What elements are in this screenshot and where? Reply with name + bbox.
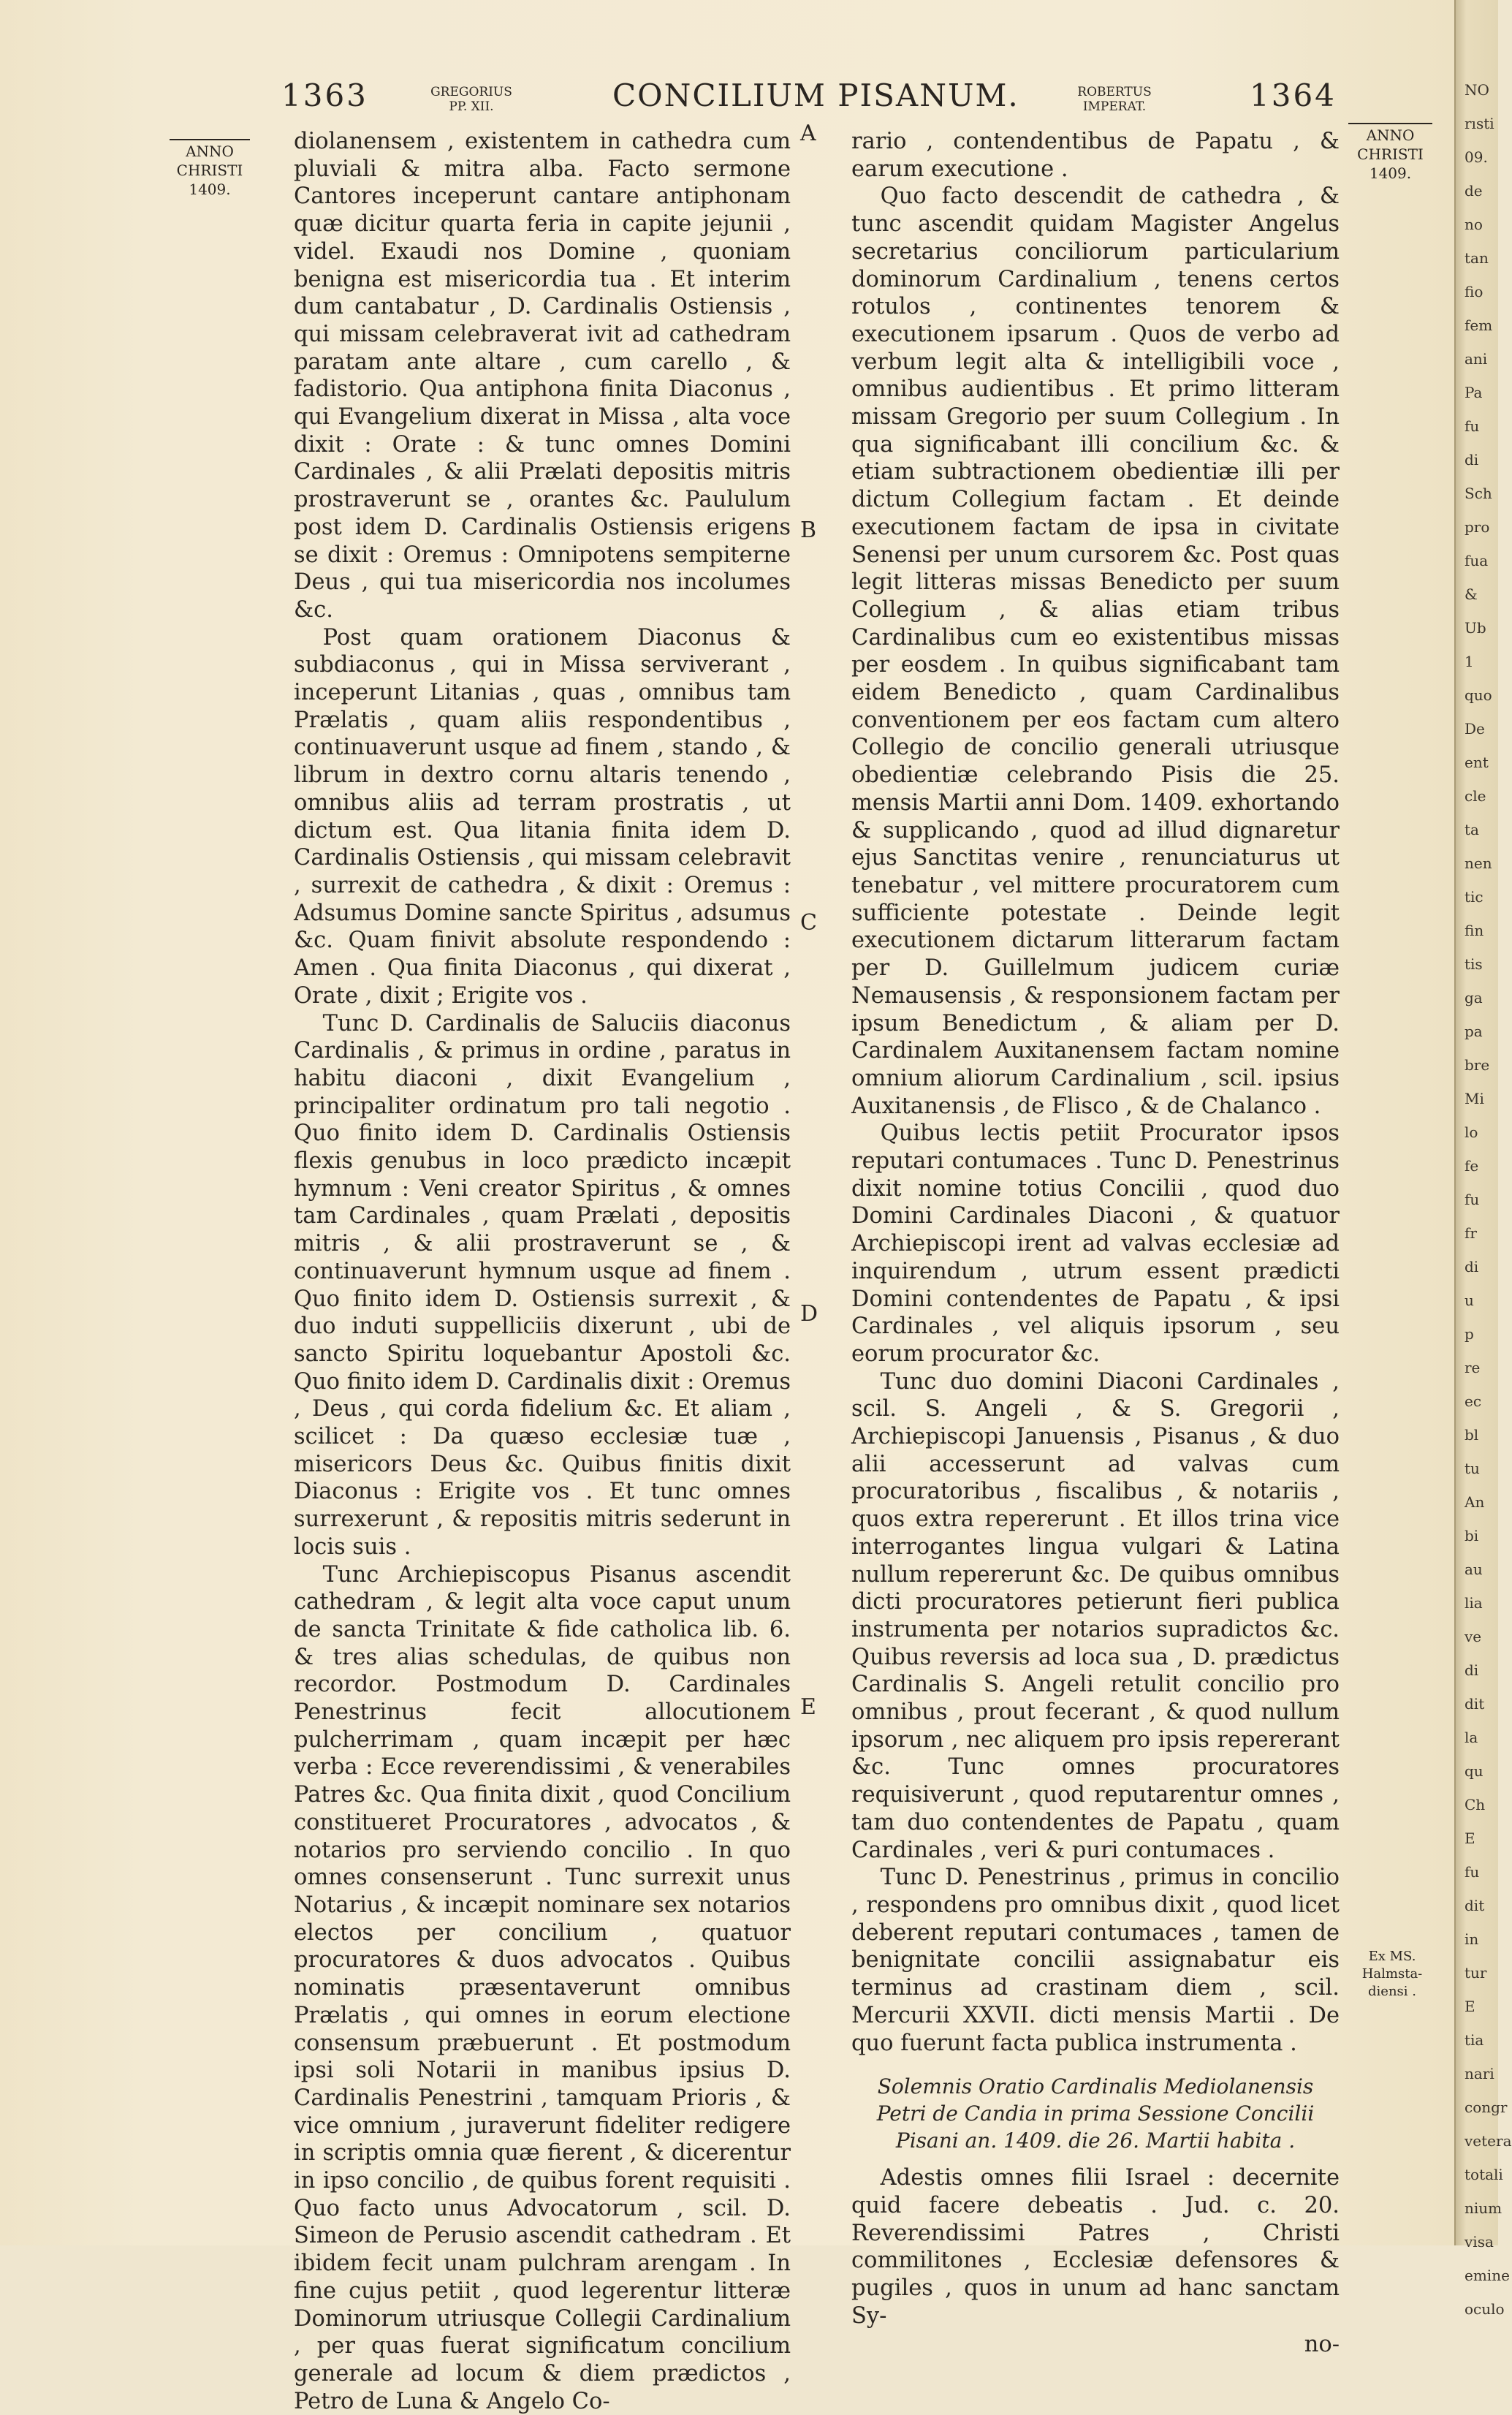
- edge-fragment: ga: [1464, 989, 1483, 1006]
- edge-fragment: pa: [1464, 1023, 1483, 1040]
- edge-fragment: qu: [1464, 1762, 1483, 1780]
- paragraph: Tunc D. Penestrinus , primus in concilio , respondens pro omnibus dixit , quod licet deberent reputari contumaces , tamen de benignitate concilii assignabatur eis terminus ad crastinam diem , scil. Mercurii XXVII. dicti mensis Martii . De quo fuerunt facta publica instrumenta .: [851, 1865, 1340, 2056]
- running-head-line: PP. XII.: [449, 99, 494, 114]
- edge-fragment: u: [1464, 1292, 1474, 1309]
- year-note-line: ANNO: [186, 143, 234, 160]
- edge-fragment: totali: [1464, 2166, 1503, 2183]
- page-title: CONCILIUM PISANUM.: [612, 77, 1019, 113]
- edge-fragment: nium: [1464, 2199, 1502, 2217]
- paragraph: Tunc D. Cardinalis de Saluciis diaconus Cardinalis , & primus in ordine , paratus in habitu diaconi , dixit Evangelium , principaliter ordinatum pro tali negotio . Quo finito idem D. Cardinalis Ostiensis flexis genubus in loco prædicto incæpit hymnum : Veni creator Spiritus , & omnes tam Cardinales , quam Prælati , depositis mitris , & alii prostraverunt se , & continuaverunt hymnum usque ad finem . Quo finito idem D. Ostiensis surrexit , & duo induti suppelliciis dixerunt , ubi de sancto Spiritu loquebantur Apostoli &c. Quo finito idem D. Cardinalis dixit : Oremus , Deus , qui corda fidelium &c. Et aliam , scilicet : Da quæso ecclesiæ tuæ , misericors Deus &c. Quibus finitis dixit Diaconus : Erigite vos . Et tunc omnes surrexerunt , & repositis mitris sederunt in locis suis .: [294, 1010, 791, 1560]
- left-running-head: [428, 85, 515, 114]
- edge-fragment: au: [1464, 1561, 1483, 1578]
- edge-fragment: fu: [1464, 1191, 1480, 1208]
- edge-fragment: lia: [1464, 1594, 1483, 1612]
- edge-fragment: E: [1464, 1830, 1475, 1847]
- edge-fragment: visa: [1464, 2233, 1494, 2251]
- edge-fragment: ta: [1464, 821, 1479, 838]
- year-note-line: 1409.: [1369, 164, 1412, 182]
- year-note-rule: [170, 139, 250, 140]
- edge-fragment: tis: [1464, 955, 1483, 973]
- edge-fragment: de: [1464, 182, 1483, 200]
- edge-fragment: quo: [1464, 686, 1492, 704]
- edge-fragment: nen: [1464, 854, 1492, 872]
- year-note-rule: [1348, 123, 1432, 124]
- edge-fragment: fu: [1464, 417, 1480, 435]
- edge-fragment: fio: [1464, 283, 1483, 300]
- manuscript-side-note: [1356, 1948, 1429, 2001]
- right-year-note: [1348, 123, 1432, 183]
- paragraph: Post quam orationem Diaconus & subdiaconus , qui in Missa serviverant , inceperunt Litanias , quas , omnibus tam Prælatis , quam aliis respondentibus , continuaverunt usque ad finem , stando , & librum in dextro cornu altaris tenendo , omnibus aliis ad terram prostratis , ut dictum est. Qua litania finita idem D. Cardinalis Ostiensis , qui missam celebravit , surrexit de cathedra , & dixit : Oremus : Adsumus Domine sancte Spiritus , adsumus &c. Quam finivit absolute respondendo : Amen . Qua finita Diaconus , qui dixerat , Orate , dixit ; Erigite vos .: [294, 624, 791, 1009]
- edge-fragment: bre: [1464, 1056, 1490, 1074]
- facing-page-edge: [1464, 73, 1512, 2326]
- running-head-line: ROBERTUS: [1077, 85, 1152, 99]
- edge-fragment: ent: [1464, 754, 1489, 771]
- edge-fragment: tic: [1464, 888, 1483, 906]
- edge-fragment: An: [1464, 1493, 1485, 1511]
- oration-heading: Solemnis Oratio Cardinalis Mediolanensis Petri de Candia in prima Sessione Concilii Pisani an. 1409. die 26. Martii habita .: [876, 2074, 1315, 2153]
- edge-fragment: nari: [1464, 2065, 1494, 2082]
- edge-fragment: fe: [1464, 1157, 1479, 1175]
- year-note-line: CHRISTI: [1357, 145, 1424, 163]
- edge-fragment: cle: [1464, 787, 1486, 805]
- edge-fragment: lo: [1464, 1123, 1478, 1141]
- edge-fragment: 1: [1464, 653, 1474, 670]
- edge-fragment: bi: [1464, 1527, 1479, 1544]
- edge-fragment: di: [1464, 1258, 1479, 1275]
- year-note-line: ANNO: [1366, 126, 1415, 144]
- edge-fragment: Ub: [1464, 619, 1486, 637]
- edge-fragment: di: [1464, 1661, 1479, 1679]
- edge-fragment: dit: [1464, 1695, 1485, 1713]
- edge-fragment: rısti: [1464, 115, 1494, 132]
- edge-fragment: NO: [1464, 81, 1489, 99]
- catchword: no-: [1304, 2332, 1340, 2358]
- right-running-head: [1063, 85, 1166, 114]
- edge-fragment: di: [1464, 451, 1479, 469]
- section-marker-d: D: [800, 1301, 818, 1327]
- oration-text: Adestis omnes filii Israel : decernite quid facere debeatis . Jud. c. 20. Reverendissimi Patres , Christi commilitones , Ecclesiæ defensores & pugiles , quos in unum ad hanc sanctam Sy-: [851, 2165, 1340, 2329]
- edge-fragment: tu: [1464, 1460, 1480, 1477]
- running-head-line: GREGORIUS: [430, 85, 512, 99]
- year-note-line: 1409.: [189, 181, 231, 198]
- edge-fragment: re: [1464, 1359, 1481, 1376]
- edge-fragment: Mi: [1464, 1090, 1484, 1107]
- edge-fragment: la: [1464, 1729, 1478, 1746]
- edge-fragment: vetera: [1464, 2132, 1512, 2150]
- section-marker-b: B: [800, 518, 817, 543]
- side-note-line: diensi .: [1368, 1984, 1416, 1999]
- right-page-number: 1364: [1250, 77, 1337, 113]
- edge-fragment: pro: [1464, 518, 1490, 536]
- edge-fragment: dit: [1464, 1897, 1485, 1914]
- edge-fragment: in: [1464, 1930, 1479, 1948]
- edge-fragment: Sch: [1464, 485, 1492, 502]
- paragraph: Tunc Archiepiscopus Pisanus ascendit cathedram , & legit alta voce caput unum de sancta Trinitate & fide catholica lib. 6. & tres alias schedulas, de quibus non recordor. Postmodum D. Cardinales Penestrinus fecit allocutionem pulcherrimam , quam incæpit per hæc verba : Ecce reverendissimi , & venerabiles Patres &c. Qua finita dixit , quod Concilium constitueret Procuratores , advocatos , & notarios pro serviendo concilio . In quo omnes consenserunt . Tunc surrexit unus Notarius , & incæpit nominare sex notarios electos per concilium , quatuor procuratores & duos advocatos . Quibus nominatis præsentaverunt omnibus Prælatis , qui omnes in eorum electione consensum præbuerunt . Et postmodum ipsi soli Notarii in manibus ipsius D. Cardinalis Penestrini , tamquam Prioris , & vice omnium , juraverunt fideliter redigere in scriptis omnia quæ fierent , & dicerentur in ipso concilio , de quibus forent requisiti . Quo facto unus Advocatorum , scil. D. Simeon de Perusio ascendit cathedram . Et ibidem fecit unam pulchram arengam . In fine cujus petiit , quod legerentur litteræ Dominorum utriusque Collegii Cardinalium , per quas fuerat significatum concilium generale ad locum & diem prædictos , Petro de Luna & Angelo Co-: [294, 1561, 791, 2414]
- edge-fragment: bl: [1464, 1426, 1479, 1444]
- side-note-line: Halmsta-: [1361, 1966, 1423, 1982]
- edge-fragment: fua: [1464, 552, 1489, 569]
- edge-fragment: emine: [1464, 2267, 1510, 2284]
- edge-fragment: fem: [1464, 316, 1493, 334]
- section-marker-e: E: [800, 1694, 816, 1720]
- edge-fragment: p: [1464, 1325, 1474, 1343]
- edge-fragment: congr: [1464, 2099, 1508, 2116]
- edge-fragment: no: [1464, 216, 1483, 233]
- page-header: [0, 73, 1454, 124]
- edge-fragment: tia: [1464, 2031, 1484, 2049]
- left-column: [294, 128, 791, 2415]
- edge-fragment: E: [1464, 1998, 1475, 2015]
- edge-fragment: oculo: [1464, 2300, 1505, 2318]
- edge-fragment: ec: [1464, 1392, 1482, 1410]
- left-page-number: 1363: [281, 77, 368, 113]
- right-column: [851, 128, 1340, 2359]
- paragraph: Tunc duo domini Diaconi Cardinales , scil. S. Angeli , & S. Gregorii , Archiepiscopi Januensis , Pisanus , & duo alii accesserunt ad valvas cum procuratoribus , fiscalibus , & notariis , quos extra repererunt . Et illos trina vice interrogantes lingua vulgari & Latina nullum repererunt &c. De quibus omnibus dicti procuratores petierunt fieri publica instrumenta per notarios supradictos &c. Quibus reversis ad loca sua , D. prædictus Cardinalis S. Angeli retulit concilio pro omnibus , prout fecerant , & quod nullum ipsorum , nec aliquem pro ipsis repererant &c. Tunc omnes procuratores requisiverunt , quod reputarentur omnes , tam duo contendentes de Papatu , quam Cardinales , veri & puri contumaces .: [851, 1368, 1340, 1863]
- edge-fragment: fu: [1464, 1863, 1480, 1881]
- edge-fragment: De: [1464, 720, 1485, 738]
- edge-fragment: ani: [1464, 350, 1488, 368]
- section-marker-a: A: [800, 121, 816, 146]
- paragraph: rario , contendentibus de Papatu , & earum executione .: [851, 129, 1340, 182]
- edge-fragment: &: [1464, 585, 1478, 603]
- year-note-line: CHRISTI: [176, 162, 243, 179]
- paragraph: Quo facto descendit de cathedra , & tunc ascendit quidam Magister Angelus secretarius conciliorum particularium dominorum Cardinalium , tenens certos rotulos , continentes tenorem & executionem ipsarum . Quos de verbo ad verbum legit alta & intelligibili voce , omnibus audientibus . Et primo litteram missam Gregorio per suum Collegium . In qua significabant illi concilium &c. & etiam subtractionem obedientiæ illi per dictum Collegium factam . Et deinde executionem factam de ipsa in civitate Senensi per unum cursorem &c. Post quas legit litteras missas Benedicto per suum Collegium , & alias etiam tribus Cardinalibus cum eo existentibus missas per eosdem . In quibus significabant tam eidem Benedicto , quam Cardinalibus conventionem per eos factam cum altero Collegio de concilio generali utriusque obedientiæ celebrando Pisis die 25. mensis Martii anni Dom. 1409. exhortando & supplicando , quod ad illud dignaretur ejus Sanctitas venire , renunciaturus ut tenebatur , vel mittere procuratorem cum sufficiente potestate . Deinde legit executionem dictarum litterarum factam per D. Guillelmum judicem curiæ Nemausensis , & responsionem factam per ipsum Benedictum , & aliam per D. Cardinalem Auxitanensem factam nomine omnium aliorum Cardinalium , scil. ipsius Auxitanensis , de Flisco , & de Chalanco .: [851, 183, 1340, 1119]
- edge-fragment: 09.: [1464, 148, 1488, 166]
- edge-fragment: Pa: [1464, 384, 1483, 401]
- paragraph: diolanensem , existentem in cathedra cum pluviali & mitra alba. Facto sermone Cantores inceperunt cantare antiphonam quæ dicitur quarta feria in capite jejunii , videl. Exaudi nos Domine , quoniam benigna est misericordia tua . Et interim dum cantabatur , D. Cardinalis Ostiensis , qui missam celebraverat ivit ad cathedram paratam ante altare , cum carello , & fadistorio. Qua antiphona finita Diaconus , qui Evangelium dixerat in Missa , alta voce dixit : Orate : & tunc omnes Domini Cardinales , & alii Prælati depositis mitris prostraverunt se , orantes &c. Paululum post idem D. Cardinalis Ostiensis erigens se dixit : Oremus : Omnipotens sempiterne Deus , qui tua misericordia nos incolumes &c.: [294, 129, 791, 623]
- edge-fragment: fin: [1464, 922, 1484, 939]
- side-note-line: Ex MS.: [1368, 1949, 1416, 1964]
- edge-fragment: tan: [1464, 249, 1489, 267]
- edge-fragment: tur: [1464, 1964, 1487, 1982]
- left-year-note: [170, 139, 250, 199]
- section-marker-c: C: [800, 910, 817, 936]
- edge-fragment: fr: [1464, 1224, 1477, 1242]
- paragraph: Quibus lectis petiit Procurator ipsos reputari contumaces . Tunc D. Penestrinus dixit nomine totius Concilii , quod duo Domini Cardinales Diaconi , & quatuor Archiepiscopi irent ad valvas ecclesiæ ad inquirendum , utrum essent prædicti Domini contendentes de Papatu , & ipsi Cardinales , vel aliquis ipsorum , seu eorum procurator &c.: [851, 1121, 1340, 1367]
- running-head-line: IMPERAT.: [1082, 99, 1147, 114]
- edge-fragment: Ch: [1464, 1796, 1486, 1813]
- edge-fragment: ve: [1464, 1628, 1482, 1645]
